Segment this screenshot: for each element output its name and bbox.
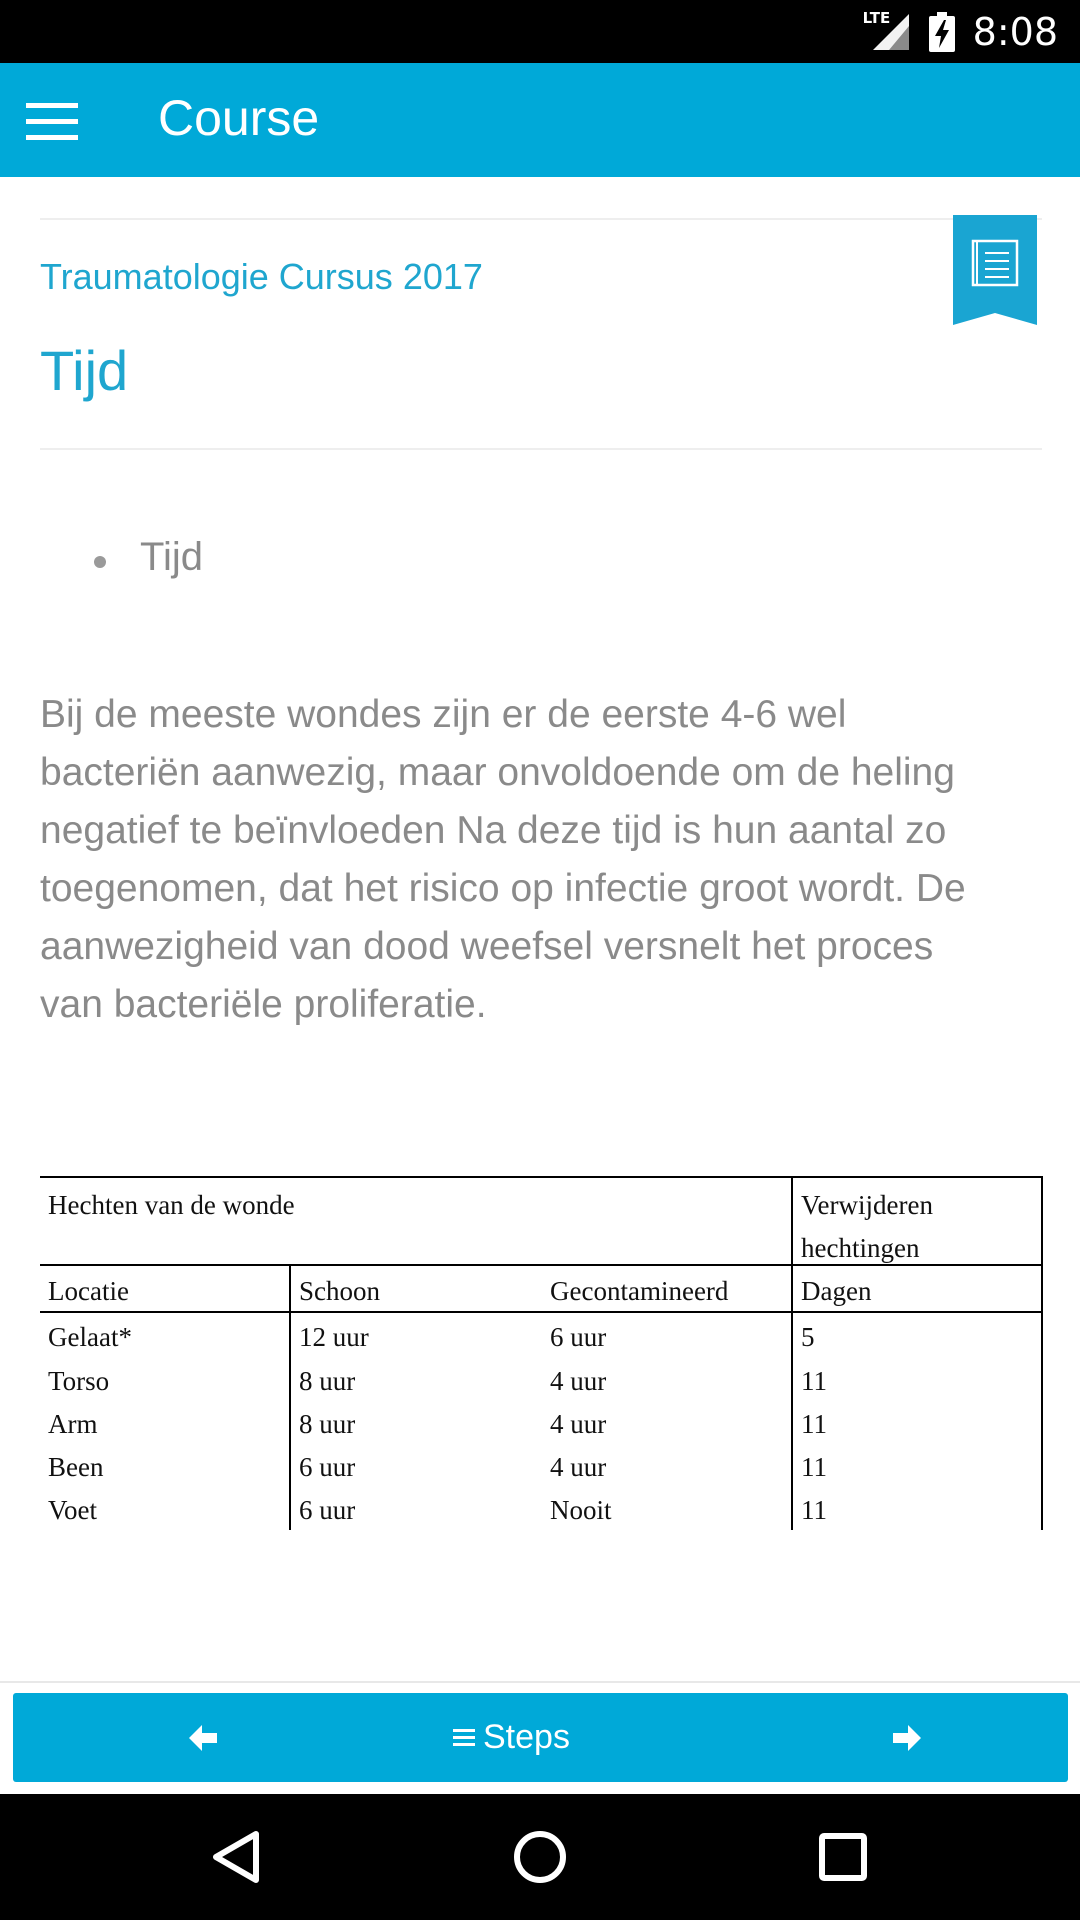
table-cell: 4 uur bbox=[550, 1452, 607, 1482]
table-cell: 11 bbox=[801, 1366, 827, 1396]
bullet-dot bbox=[94, 556, 106, 568]
network-type: LTE bbox=[862, 8, 891, 27]
top-divider bbox=[40, 218, 1042, 220]
table-column-header: Schoon bbox=[299, 1276, 380, 1306]
table-cell: 11 bbox=[801, 1452, 827, 1482]
table-cell: 6 uur bbox=[550, 1322, 607, 1352]
table-cell: Been bbox=[48, 1452, 104, 1482]
table-removal-header-line2: hechtingen bbox=[801, 1233, 920, 1263]
header-divider bbox=[40, 448, 1042, 450]
table-cell: 6 uur bbox=[299, 1495, 356, 1525]
table-cell: 11 bbox=[801, 1409, 827, 1439]
table-cell: 4 uur bbox=[550, 1366, 607, 1396]
table-removal-header-line1: Verwijderen bbox=[801, 1190, 933, 1220]
table-cell: Torso bbox=[48, 1366, 110, 1396]
bullet-list bbox=[92, 535, 203, 580]
table-cell: 6 uur bbox=[299, 1452, 356, 1482]
page-title: Tijd bbox=[40, 339, 129, 402]
table-cell: 8 uur bbox=[299, 1366, 356, 1396]
status-time: 8:08 bbox=[972, 9, 1058, 54]
table-cell: 11 bbox=[801, 1495, 827, 1525]
bullet-text: Tijd bbox=[140, 535, 203, 579]
status-indicators bbox=[862, 0, 1058, 63]
table-cell: Gelaat* bbox=[48, 1322, 132, 1352]
square-recents-icon[interactable] bbox=[808, 1822, 878, 1892]
battery-charging-icon bbox=[929, 12, 955, 52]
steps-label: Steps bbox=[483, 1718, 570, 1756]
paragraph-line: bacteriën aanwezig, maar onvoldoende om de heling bbox=[40, 751, 955, 794]
table-cell: 5 bbox=[801, 1322, 815, 1352]
steps-button[interactable] bbox=[453, 1693, 570, 1782]
triangle-back-icon[interactable] bbox=[202, 1822, 272, 1892]
table-cell: Nooit bbox=[550, 1495, 612, 1525]
list-item bbox=[92, 535, 203, 580]
suture-timing-table bbox=[40, 1176, 1043, 1530]
notes-bookmark-icon[interactable] bbox=[953, 215, 1037, 325]
list-icon bbox=[453, 1728, 475, 1748]
hamburger-menu-icon[interactable] bbox=[20, 93, 84, 149]
course-name: Traumatologie Cursus 2017 bbox=[40, 256, 483, 297]
table-rule bbox=[40, 1176, 1043, 1178]
table-rule bbox=[791, 1176, 793, 1530]
paragraph-line: van bacteriële proliferatie. bbox=[40, 983, 487, 1026]
system-navigation-bar bbox=[0, 1794, 1080, 1920]
table-cell: 8 uur bbox=[299, 1409, 356, 1439]
body-paragraph bbox=[40, 686, 1050, 1034]
circle-home-icon[interactable] bbox=[505, 1822, 575, 1892]
table-rule bbox=[1041, 1176, 1043, 1530]
table-cell: Arm bbox=[48, 1409, 98, 1439]
table-rule bbox=[289, 1264, 291, 1530]
app-title: Course bbox=[158, 90, 320, 146]
app-bar bbox=[0, 63, 1080, 177]
paragraph-line: Bij de meeste wondes zijn er de eerste 4-6 wel bbox=[40, 693, 847, 736]
table-column-header: Dagen bbox=[801, 1276, 872, 1306]
status-bar bbox=[0, 0, 1080, 63]
steps-navigation-bar bbox=[13, 1693, 1068, 1782]
bottom-divider bbox=[0, 1681, 1080, 1683]
table-cell: Voet bbox=[48, 1495, 98, 1525]
paragraph-line: toegenomen, dat het risico op infectie groot wordt. De bbox=[40, 867, 966, 910]
table-cell: 4 uur bbox=[550, 1409, 607, 1439]
table-rule bbox=[40, 1264, 1043, 1266]
paragraph-line: negatief te beïnvloeden Na deze tijd is hun aantal zo bbox=[40, 809, 947, 852]
table-rule bbox=[40, 1311, 1043, 1313]
paragraph-line: aanwezigheid van dood weefsel versnelt het proces bbox=[40, 925, 934, 968]
table-cell: 12 uur bbox=[299, 1322, 369, 1352]
arrow-right-icon[interactable] bbox=[877, 1693, 937, 1782]
table-group-header: Hechten van de wonde bbox=[48, 1190, 295, 1220]
signal-icon bbox=[862, 8, 911, 52]
table-column-header: Locatie bbox=[48, 1276, 129, 1306]
arrow-left-icon[interactable] bbox=[173, 1693, 233, 1782]
table-column-header: Gecontamineerd bbox=[550, 1276, 729, 1306]
